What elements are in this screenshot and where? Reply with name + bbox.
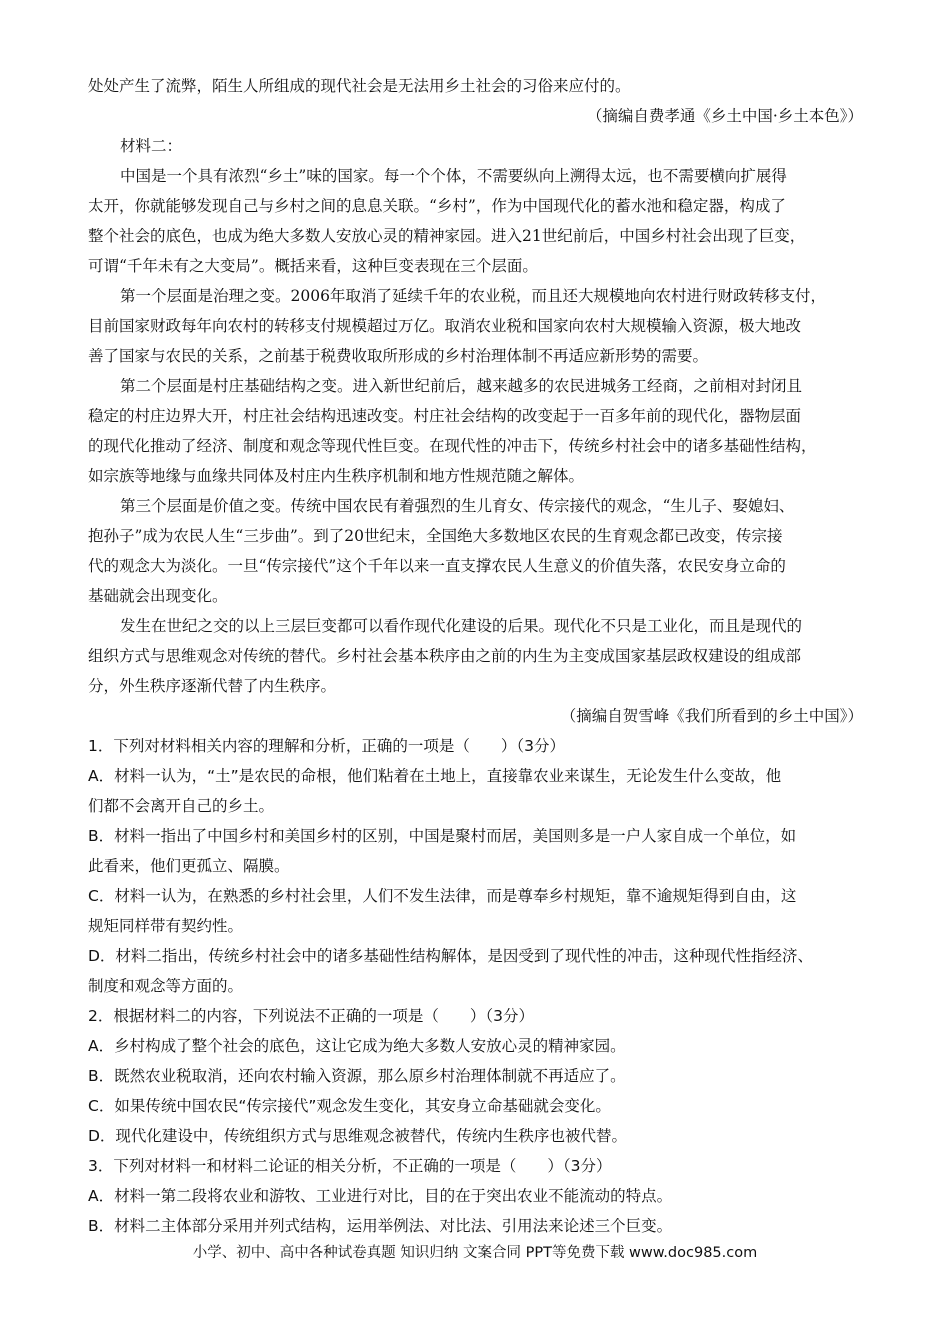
paragraph-line: 第三个层面是价值之变。传统中国农民有着强烈的生儿育女、传宗接代的观念，“生儿子、娶媳妇、 [120,497,795,515]
option-line: D．现代化建设中，传统组织方式与思维观念被替代，传统内生秩序也被代替。 [88,1127,627,1145]
option-line: B．既然农业税取消，还向农村输入资源，那么原乡村治理体制就不再适应了。 [88,1067,626,1085]
option-line: D．材料二指出，传统乡村社会中的诸多基础性结构解体，是因受到了现代性的冲击，这种现代性指经济、 [88,947,813,965]
option-line: 此看来，他们更孤立、隔膜。 [88,857,290,875]
paragraph-line: 第二个层面是村庄基础结构之变。进入新世纪前后，越来越多的农民进城务工经商，之前相对封闭且 [120,377,803,395]
paragraph-line: 发生在世纪之交的以上三层巨变都可以看作现代化建设的后果。现代化不只是工业化，而且是现代的 [120,617,803,635]
option-line: A．材料一认为，“土”是农民的命根，他们粘着在土地上，直接靠农业来谋生，无论发生什么变故，他 [88,767,782,785]
paragraph-line: 代的观念大为淡化。一旦“传宗接代”这个千年以来一直支撑农民人生意义的价值失落，农民安身立命的 [88,557,786,575]
option-line: A．乡村构成了整个社会的底色，这让它成为绝大多数人安放心灵的精神家园。 [88,1037,626,1055]
paragraph-line: 的现代化推动了经济、制度和观念等现代性巨变。在现代性的冲击下，传统乡村社会中的诸多基础性结构， [88,437,817,455]
question-1: 1．下列对材料相关内容的理解和分析，正确的一项是（ ）（3分） [88,737,565,755]
text-line: 处处产生了流弊，陌生人所组成的现代社会是无法用乡土社会的习俗来应付的。 [88,77,631,95]
option-line: 们都不会离开自己的乡土。 [88,797,275,815]
option-line: A．材料一第二段将农业和游牧、工业进行对比，目的在于突出农业不能流动的特点。 [88,1187,673,1205]
paragraph-line: 目前国家财政每年向农村的转移支付规模超过万亿。取消农业税和国家向农村大规模输入资源，极大地改 [88,317,802,335]
option-line: B．材料一指出了中国乡村和美国乡村的区别，中国是聚村而居，美国则多是一户人家自成一个单位，如 [88,827,797,845]
source-citation: （摘编自费孝通《乡土中国·乡土本色》） [586,107,863,125]
section-heading: 材料二： [120,137,183,155]
option-line: C．如果传统中国农民“传宗接代”观念发生变化，其安身立命基础就会变化。 [88,1097,611,1115]
paragraph-line: 整个社会的底色，也成为绝大多数人安放心灵的精神家园。进入21世纪前后，中国乡村社会出现了巨变， [88,227,806,245]
page-footer: 小学、初中、高中各种试卷真题 知识归纳 文案合同 PPT等免费下载 www.doc985.com [192,1245,758,1261]
option-line: C．材料一认为，在熟悉的乡村社会里，人们不发生法律，而是尊奉乡村规矩，靠不逾规矩得到自由，这 [88,887,797,905]
paragraph-line: 分，外生秩序逐渐代替了内生秩序。 [88,677,337,695]
option-line: 规矩同样带有契约性。 [88,917,244,935]
question-2: 2．根据材料二的内容，下列说法不正确的一项是（ ）（3分） [88,1007,534,1025]
paragraph-line: 可谓“千年未有之大变局”。概括来看，这种巨变表现在三个层面。 [88,257,538,275]
option-line: 制度和观念等方面的。 [88,977,244,995]
paragraph-line: 如宗族等地缘与血缘共同体及村庄内生秩序机制和地方性规范随之解体。 [88,467,585,485]
paragraph-line: 基础就会出现变化。 [88,587,228,605]
option-line: B．材料二主体部分采用并列式结构，运用举例法、对比法、引用法来论述三个巨变。 [88,1217,673,1235]
paragraph-line: 善了国家与农民的关系，之前基于税费收取所形成的乡村治理体制不再适应新形势的需要。 [88,347,709,365]
paragraph-line: 太开，你就能够发现自己与乡村之间的息息关联。“乡村”，作为中国现代化的蓄水池和稳定器，构成了 [88,197,786,215]
paragraph-line: 稳定的村庄边界大开，村庄社会结构迅速改变。村庄社会结构的改变起于一百多年前的现代化，器物层面 [88,407,802,425]
paragraph-line: 中国是一个具有浓烈“乡土”味的国家。每一个个体，不需要纵向上溯得太远，也不需要横向扩展得 [120,167,787,185]
paragraph-line: 抱孙子”成为农民人生“三步曲”。到了20世纪末，全国绝大多数地区农民的生育观念都已改变，传宗接 [88,527,783,545]
source-citation: （摘编自贺雪峰《我们所看到的乡土中国》） [560,707,863,725]
paragraph-line: 第一个层面是治理之变。2006年取消了延续千年的农业税，而且还大规模地向农村进行财政转移支付， [120,287,826,305]
paragraph-line: 组织方式与思维观念对传统的替代。乡村社会基本秩序由之前的内生为主变成国家基层政权建设的组成部 [88,647,802,665]
question-3: 3．下列对材料一和材料二论证的相关分析，不正确的一项是（ ）（3分） [88,1157,612,1175]
